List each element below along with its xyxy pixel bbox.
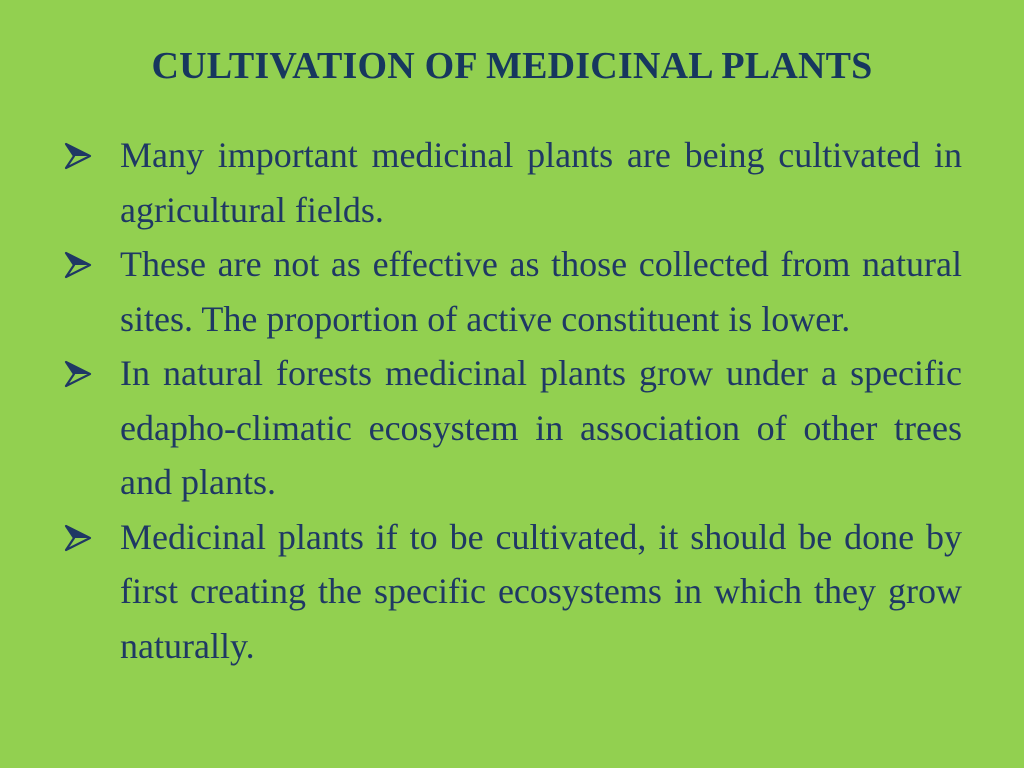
arrowhead-bullet-icon: [64, 360, 92, 388]
bullet-item: [62, 510, 962, 674]
bullet-text: Many important medicinal plants are being cultivated in agricultural fields.: [120, 135, 962, 230]
bullet-text: Medicinal plants if to be cultivated, it should be done by first creating the specific ecosystems in which they grow naturally.: [120, 516, 962, 666]
bullet-text: In natural forests medicinal plants grow under a specific edapho-climatic ecosystem in association of other trees and plants.: [120, 353, 962, 502]
arrowhead-bullet-icon: [64, 251, 92, 279]
bullet-list: [62, 128, 962, 673]
bullet-item: [62, 237, 962, 346]
slide-title: CULTIVATION OF MEDICINAL PLANTS: [151, 45, 873, 87]
arrowhead-bullet-icon: [64, 142, 92, 170]
arrowhead-bullet-icon: [64, 524, 92, 552]
bullet-item: [62, 128, 962, 237]
bullet-item: [62, 346, 962, 510]
bullet-text: These are not as effective as those collected from natural sites. The proportion of active constituent is lower.: [120, 244, 962, 339]
